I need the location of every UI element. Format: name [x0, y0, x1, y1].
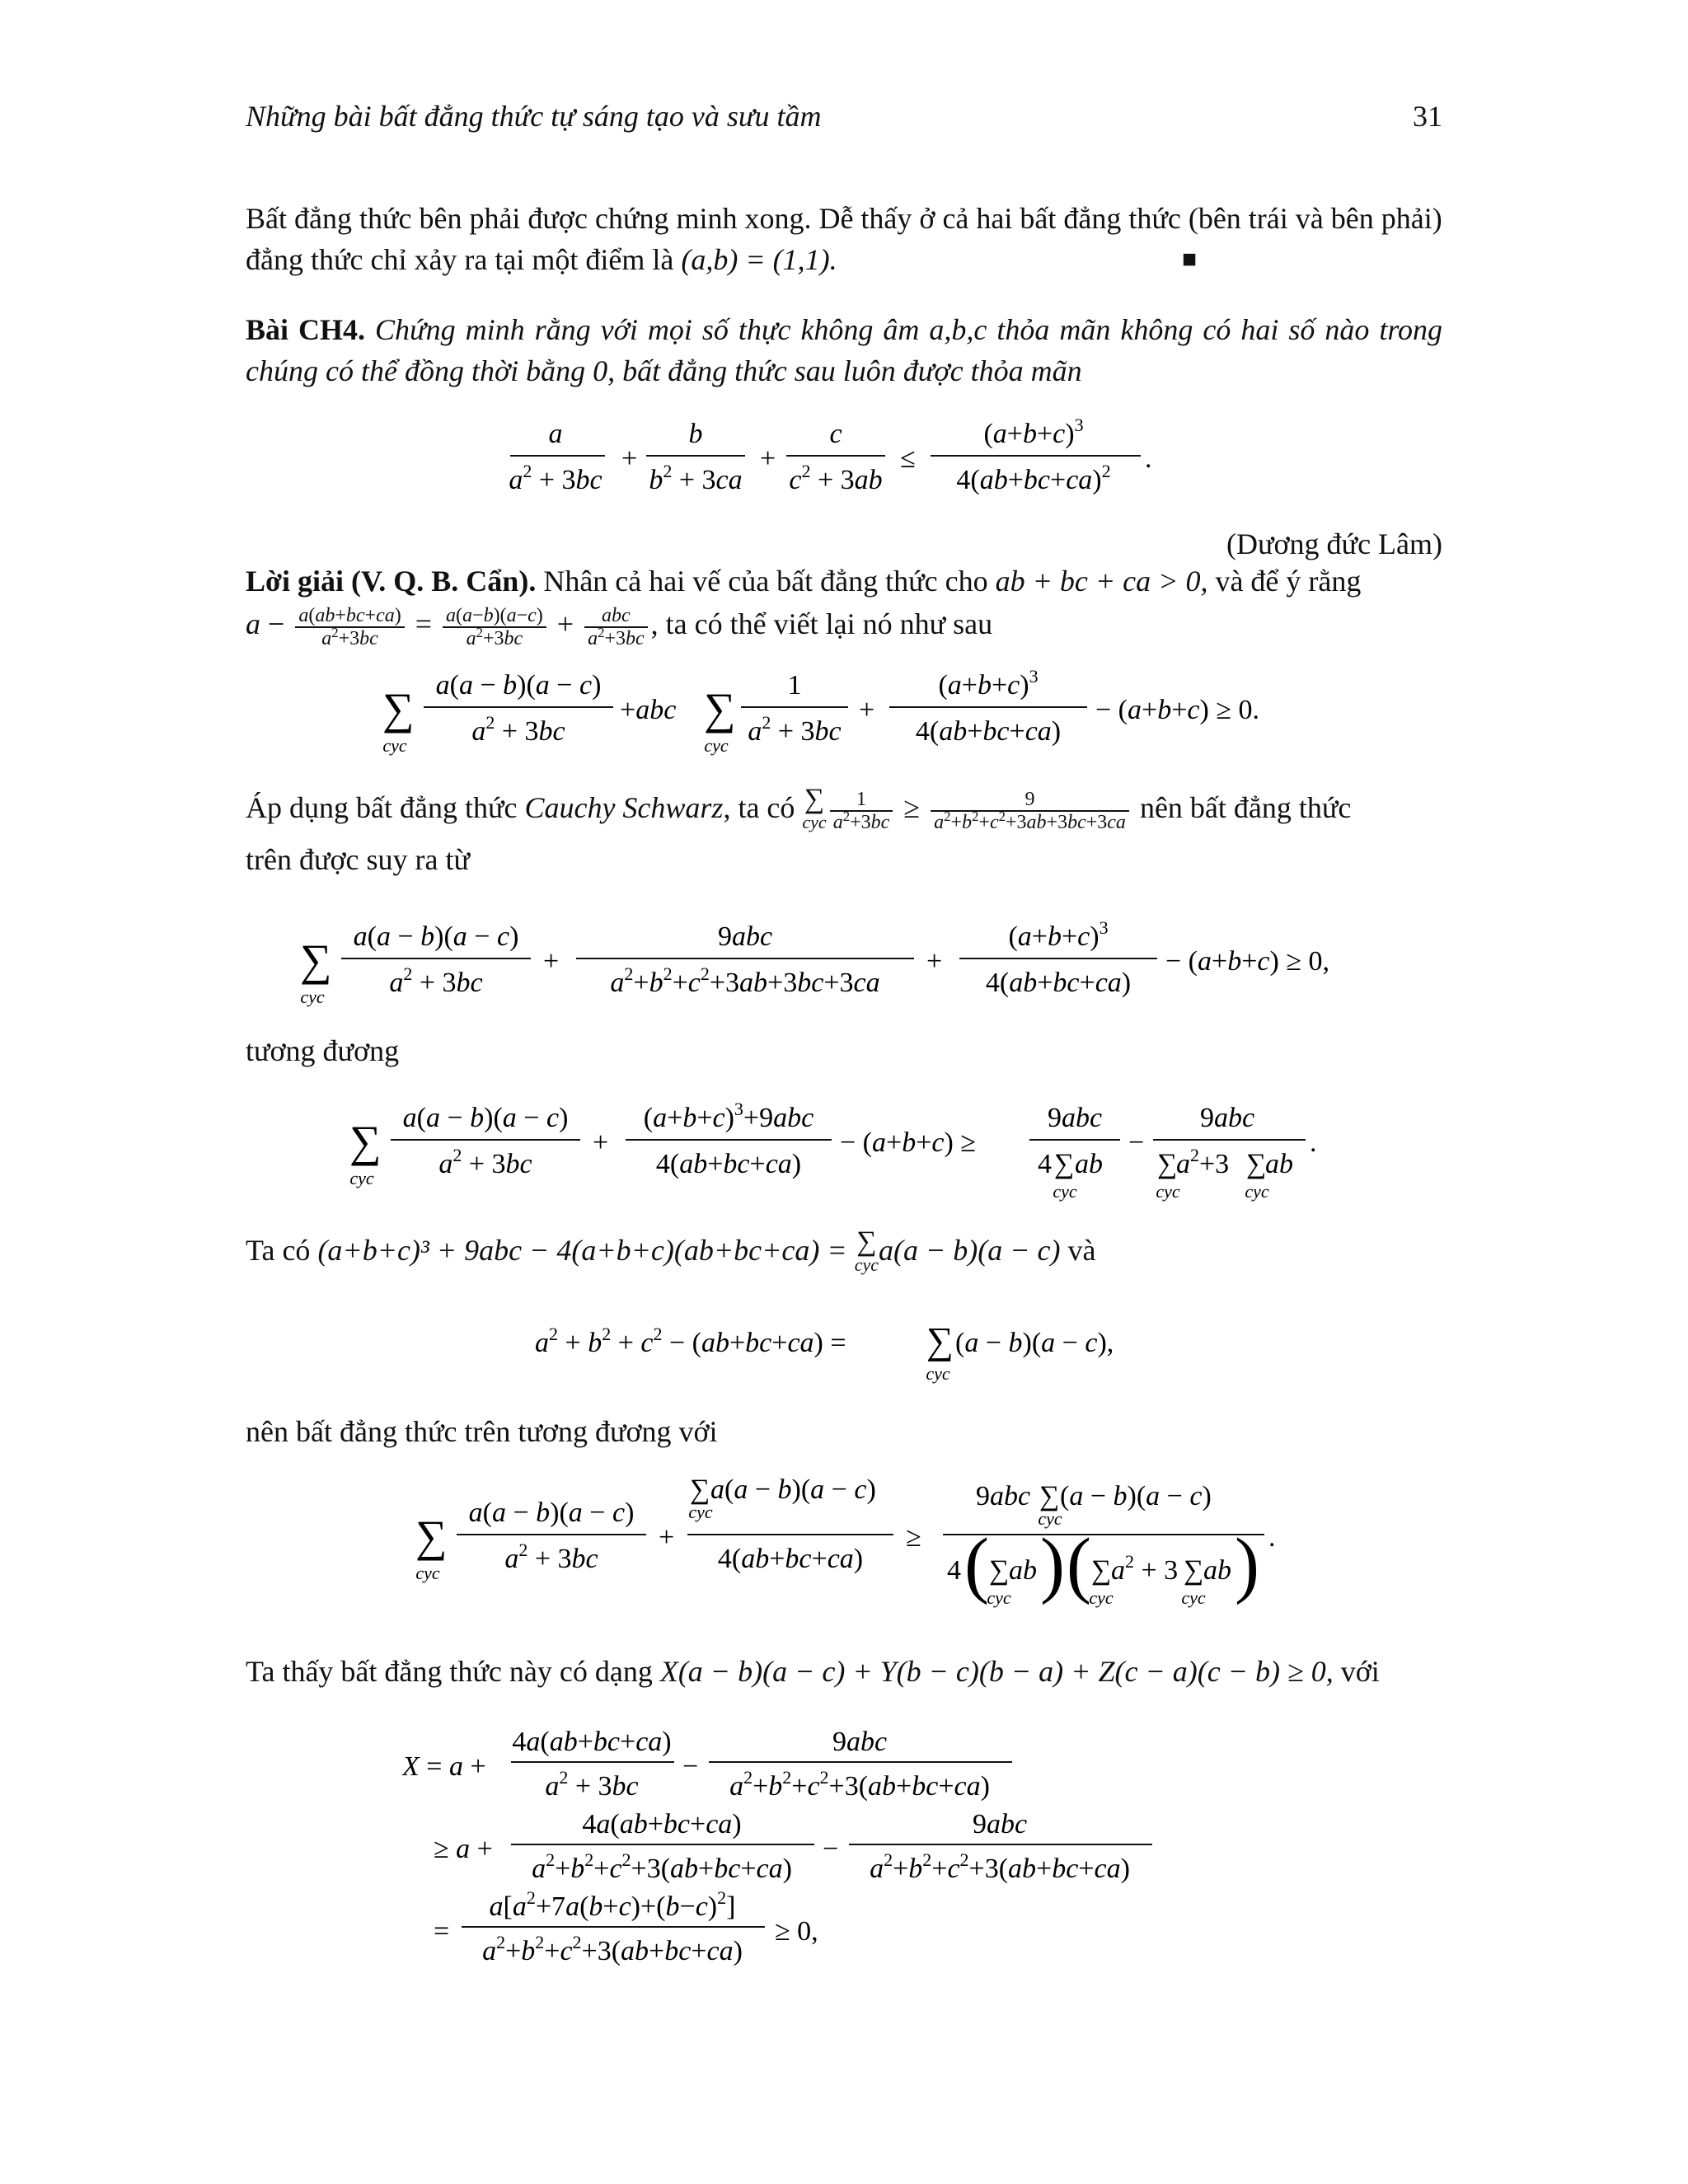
inline-fraction: abc $a^2+3bc$ — [584, 605, 648, 649]
svg-text:9abc: 9abc — [976, 1481, 1031, 1511]
svg-text:9abc: 9abc — [1199, 1103, 1255, 1133]
svg-text:a(a − b)(a − c): a(a − b)(a − c) — [468, 1497, 635, 1528]
svg-text:9abc: 9abc — [717, 921, 773, 952]
equation-X-chain — [246, 1713, 1442, 1976]
svg-text:a(a − b)(a − c): a(a − b)(a − c) — [402, 1103, 569, 1133]
inline-fraction: $\frac{1}{a^2+3bc}$ — [830, 789, 893, 833]
svg-text:∑: ∑ — [926, 1319, 954, 1361]
svg-text:∑: ∑ — [415, 1511, 448, 1561]
sum-index: cyc — [382, 735, 407, 756]
svg-text:4(ab+bc+ca)2: $4(ab+bc+ca)^2$ — [956, 461, 1111, 495]
svg-text:=: = — [434, 1916, 450, 1947]
equation-rewritten — [246, 659, 1442, 758]
svg-text:(a+b+c)3: $(a+b+c)^3$ — [1008, 917, 1109, 952]
svg-text:cyc: cyc — [1038, 1508, 1062, 1529]
svg-text:∑: ∑ — [704, 684, 736, 733]
svg-text:cyc: cyc — [1156, 1181, 1180, 1202]
svg-text:ab: ab — [1075, 1149, 1103, 1179]
svg-text:+: + — [926, 946, 943, 977]
svg-text:ab: ab — [1265, 1149, 1293, 1179]
svg-text:a2 + 3: $a^2 + 3$ — [1111, 1551, 1179, 1586]
svg-text:a2 + b2 + c2 − (ab+bc+ca) =: $a^2 + b^2 + c^2 - (ab+bc+ca)$ = — [535, 1324, 846, 1358]
svg-text:cyc: cyc — [704, 735, 729, 756]
running-header: Những bài bất đẳng thức tự sáng tạo và sưu tầm — [246, 100, 822, 133]
svg-text:cyc: cyc — [1245, 1181, 1269, 1202]
svg-text:a(a − b)(a − c): a(a − b)(a − c) — [353, 921, 519, 952]
svg-text:cyc: cyc — [1053, 1181, 1077, 1202]
svg-text:a2 + 3bc: $a^2 + 3bc$ — [438, 1145, 532, 1179]
svg-text:4a(ab+bc+ca): 4a(ab+bc+ca) — [582, 1809, 742, 1840]
svg-text:∑: ∑ — [1039, 1481, 1060, 1511]
paragraph-sos-form: Ta thấy bất đẳng thức này có dạng X(a − b)(a − c) + Y(b − c)(b − a) + Z(c − a)(c − b) ≥ 0, với — [246, 1655, 1380, 1688]
svg-text:cyc: cyc — [1181, 1587, 1206, 1608]
svg-text:a2 + 3bc: $a^2 + 3bc$ — [389, 963, 483, 998]
svg-text:1: 1 — [787, 670, 802, 701]
paragraph-line: Áp dụng bất đẳng thức Cauchy Schwarz, ta có ∑ cyc $\frac{1}{a^2+3bc}$ ≥ $\frac{9}{a^2+b^2+c^2+3ab+3bc+3ca}$ nên bất đẳng thức — [246, 783, 1352, 833]
svg-text:a[a2+7a(b+c)+(b−c)2]: $a[a^2+7a(b+c)+(b-c)^2]$ — [489, 1887, 736, 1922]
svg-text:a2 + 3bc: $a^2 + 3bc$ — [545, 1767, 639, 1802]
svg-text:cyc: cyc — [349, 1168, 374, 1188]
svg-text:cyc: cyc — [987, 1587, 1011, 1608]
svg-text:− (a+b+c) ≥: − (a+b+c) ≥ — [840, 1127, 976, 1158]
svg-text:− (a+b+c) ≥ 0.: − (a+b+c) ≥ 0. — [1095, 695, 1259, 725]
svg-text:9abc: 9abc — [832, 1727, 888, 1757]
svg-text:+abc: +abc — [620, 695, 677, 725]
svg-text:−: − — [682, 1751, 699, 1782]
inline-fraction: $\frac{9}{a^2+b^2+c^2+3ab+3bc+3ca}$ — [931, 789, 1129, 833]
paragraph-conclusion — [246, 198, 1442, 280]
svg-text:cyc: cyc — [300, 987, 325, 1007]
svg-text:≥: ≥ — [906, 1522, 921, 1553]
svg-text:a2+b2+c2+3ab+3bc+3ca: $a^2+b^2+c^2+3ab+3bc+3ca$ — [610, 963, 880, 998]
svg-text:cyc: cyc — [1089, 1587, 1114, 1608]
svg-text:cyc: cyc — [926, 1363, 950, 1384]
svg-text:a2+b2+c2+3(ab+bc+ca): $a^2+b^2+c^2+3(ab+bc+ca)$ — [870, 1849, 1130, 1884]
svg-text:∑: ∑ — [1157, 1149, 1178, 1179]
svg-text:4a(ab+bc+ca): 4a(ab+bc+ca) — [512, 1727, 672, 1757]
qed-symbol: ■ — [1181, 246, 1197, 273]
svg-text:∑: ∑ — [1184, 1555, 1204, 1586]
svg-text:(a − b)(a − c),: (a − b)(a − c), — [955, 1328, 1114, 1358]
svg-text:b2 + 3ca: $b^2 + 3ca$ — [649, 461, 743, 495]
inline-fraction: $\frac{a(ab+bc+ca)}{a^2+3bc}$ — [295, 605, 404, 649]
svg-text:∑: ∑ — [989, 1555, 1010, 1586]
solution-intro — [246, 560, 1442, 649]
equation-identity-2 — [246, 1310, 1442, 1393]
svg-text:9abc: 9abc — [972, 1809, 1028, 1840]
equation-final-form — [246, 1475, 1442, 1615]
svg-text:a(a − b)(a − c): a(a − b)(a − c) — [710, 1475, 876, 1505]
paragraph-line: a − $\frac{a(ab+bc+ca)}{a^2+3bc}$ = $\frac{a(a-b)(a-c)}{a^2+3bc}$ + abc $a^2+3bc$ , ta có thể viết lại nó như sau — [246, 604, 993, 649]
svg-text:a2 + 3bc: $a^2 + 3bc$ — [509, 461, 603, 495]
svg-text:9abc: 9abc — [1047, 1103, 1103, 1133]
paragraph-equivalent: tương đương — [246, 1034, 400, 1067]
svg-text:a2+3: $a^2+3$ — [1176, 1145, 1230, 1179]
svg-text:(: ( — [1067, 1524, 1091, 1605]
inline-sum: ∑ cyc — [854, 1226, 879, 1275]
svg-text:4: 4 — [947, 1555, 961, 1586]
equation-equivalent — [246, 1092, 1442, 1207]
svg-text:(: ( — [964, 1524, 989, 1605]
svg-text:.: . — [1145, 443, 1152, 474]
problem-statement — [246, 309, 1442, 391]
svg-text:a2+b2+c2+3(ab+bc+ca): $a^2+b^2+c^2+3(ab+bc+ca)$ — [729, 1767, 990, 1802]
svg-text:− (a+b+c) ≥ 0,: − (a+b+c) ≥ 0, — [1165, 946, 1329, 977]
svg-text:≥ a +: ≥ a + — [434, 1834, 493, 1864]
svg-text:.: . — [1310, 1127, 1317, 1158]
svg-text:−: − — [823, 1834, 839, 1864]
cauchy-schwarz-term: Cauchy Schwarz — [524, 791, 724, 824]
svg-text:a(a − b)(a − c): a(a − b)(a − c) — [435, 670, 602, 701]
svg-text:∑: ∑ — [690, 1475, 710, 1505]
svg-text:∑: ∑ — [1246, 1149, 1267, 1179]
svg-text:+: + — [659, 1522, 675, 1553]
svg-text:X = a +: X = a + — [402, 1751, 486, 1782]
svg-text:+: + — [760, 443, 776, 474]
svg-text:≤: ≤ — [900, 443, 916, 474]
svg-text:a2+b2+c2+3(ab+bc+ca): $a^2+b^2+c^2+3(ab+bc+ca)$ — [532, 1849, 792, 1884]
svg-text:∑: ∑ — [300, 935, 332, 985]
svg-text:ab: ab — [1203, 1555, 1231, 1586]
paragraph-line: đẳng thức chỉ xảy ra tại một điểm là (a,b) = (1,1). — [246, 243, 837, 276]
page-number: 31 — [1413, 100, 1442, 133]
svg-text:−: − — [1128, 1127, 1145, 1158]
svg-text:∑: ∑ — [1091, 1555, 1112, 1586]
svg-text:4(ab+bc+ca): 4(ab+bc+ca) — [915, 716, 1062, 747]
svg-text:): ) — [1235, 1524, 1259, 1605]
problem-label: Bài CH4. — [246, 313, 366, 346]
inline-fraction: $\frac{a(a-b)(a-c)}{a^2+3bc}$ — [443, 605, 546, 649]
svg-text:4(ab+bc+ca): 4(ab+bc+ca) — [985, 968, 1132, 998]
svg-text:.: . — [1268, 1522, 1276, 1553]
paragraph-therefore: nên bất đẳng thức trên tương đương với — [246, 1415, 718, 1448]
svg-text:+: + — [593, 1127, 609, 1158]
svg-text:b: b — [688, 419, 703, 449]
svg-text:a2 + 3bc: $a^2 + 3bc$ — [748, 712, 842, 747]
svg-text:ab: ab — [1009, 1555, 1037, 1586]
inline-sum: ∑ cyc — [802, 783, 827, 832]
svg-text:cyc: cyc — [415, 1563, 440, 1583]
solution-label: Lời giải (V. Q. B. Cẩn). — [246, 565, 537, 598]
equation-after-cauchy — [246, 911, 1442, 1010]
equation-main-inequality — [246, 408, 1442, 507]
paragraph-line: trên được suy ra từ — [246, 842, 470, 876]
svg-text:): ) — [1040, 1524, 1065, 1605]
problem-text: Chứng minh rằng với mọi số thực không âm a,b,c thỏa mãn không có hai số nào trong chúng có thể đồng thời bằng 0, bất đẳng thức sau luôn được thỏa mãn — [246, 313, 1443, 387]
paragraph-identity: Ta có (a+b+c)³ + 9abc − 4(a+b+c)(ab+bc+ca) = ∑ cyc a(a − b)(a − c) và — [246, 1226, 1096, 1275]
svg-text:c: c — [829, 419, 842, 449]
svg-text:(a − b)(a − c): (a − b)(a − c) — [1060, 1481, 1212, 1511]
svg-text:cyc: cyc — [688, 1502, 713, 1522]
svg-text:∑: ∑ — [349, 1117, 382, 1166]
svg-text:4(ab+bc+ca): 4(ab+bc+ca) — [717, 1544, 864, 1574]
svg-text:+: + — [621, 443, 638, 474]
svg-text:a2 + 3bc: $a^2 + 3bc$ — [504, 1540, 598, 1574]
paragraph-cauchy-schwarz — [246, 783, 1442, 880]
svg-text:∑: ∑ — [1054, 1149, 1075, 1179]
equality-point: (a,b) = (1,1). — [681, 243, 837, 276]
svg-text:(a+b+c)3: $(a+b+c)^3$ — [938, 666, 1039, 701]
svg-text:≥ 0,: ≥ 0, — [775, 1916, 818, 1947]
svg-text:+: + — [543, 946, 560, 977]
paragraph-line: Lời giải (V. Q. B. Cẩn). Nhân cả hai vế của bất đẳng thức cho ab + bc + ca > 0, và để ý rằng — [246, 565, 1362, 598]
problem-author: (Dương đức Lâm) — [1226, 527, 1442, 560]
svg-text:(a+b+c)3+9abc: $(a+b+c)^3+9abc$ — [643, 1099, 814, 1133]
svg-text:a2+b2+c2+3(ab+bc+ca): $a^2+b^2+c^2+3(ab+bc+ca)$ — [482, 1932, 743, 1966]
svg-text:c2 + 3ab: $c^2 + 3ab$ — [789, 461, 883, 495]
svg-text:(a+b+c)3: $(a+b+c)^3$ — [983, 415, 1084, 449]
svg-text:∑: ∑ — [382, 684, 415, 733]
svg-text:4(ab+bc+ca): 4(ab+bc+ca) — [655, 1149, 802, 1179]
paragraph-line: Bất đẳng thức bên phải được chứng minh xong. Dễ thấy ở cả hai bất đẳng thức (bên trái và bên phải) — [246, 202, 1442, 235]
svg-text:4: 4 — [1038, 1149, 1052, 1179]
svg-text:+: + — [859, 695, 875, 725]
svg-text:a2 + 3bc: $a^2 + 3bc$ — [471, 712, 565, 747]
svg-text:a: a — [548, 419, 563, 449]
